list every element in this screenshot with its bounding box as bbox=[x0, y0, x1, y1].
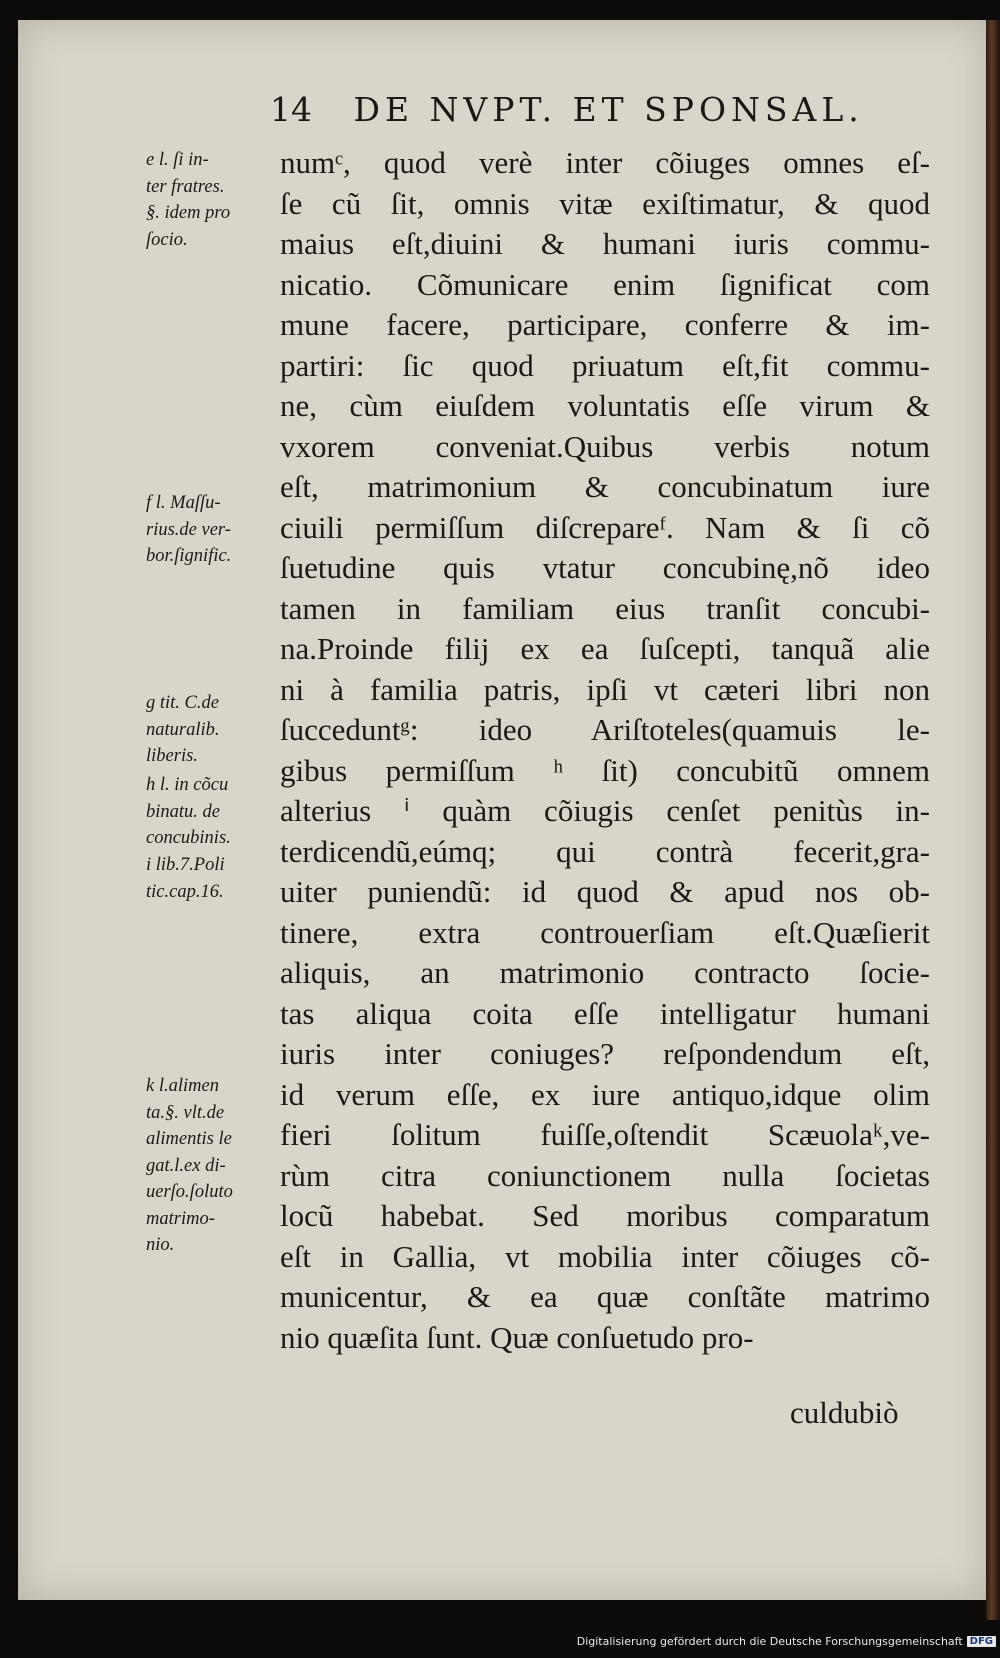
marginal-note-line: alimentis le bbox=[146, 1129, 232, 1149]
marginal-note-line: uerſo.ſoluto bbox=[146, 1182, 233, 1202]
marginal-note-line: §. idem pro bbox=[146, 203, 231, 223]
text-line: ſuetudine quis vtatur concubinę,nõ ideo bbox=[280, 550, 930, 585]
text-line: tamen in familiam eius tranſit concubi- bbox=[280, 590, 930, 626]
marginal-note-line: i lib.7.Poli bbox=[146, 855, 225, 875]
text-line: ſucceduntᵍ: ideo Ariſtoteles(quamuis le- bbox=[280, 712, 930, 747]
marginal-note-line: k l.alimen bbox=[146, 1076, 219, 1096]
marginal-note-line: h l. in cõcu bbox=[146, 775, 229, 795]
text-line: mune facere, participare, conferre & im- bbox=[280, 307, 930, 342]
page-edge bbox=[986, 20, 1000, 1620]
catchword: culdubiò bbox=[790, 1395, 899, 1430]
text-line: aliquis, an matrimonio contracto ſocie- bbox=[280, 955, 930, 990]
text-line: tas aliqua coita eſſe intelligatur humani bbox=[280, 995, 930, 1031]
marginal-note-line: nio. bbox=[146, 1235, 175, 1255]
marginal-note-line: matrimo- bbox=[146, 1208, 215, 1229]
text-line: iuris inter coniuges? reſpondendum eſt, bbox=[280, 1036, 930, 1071]
text-line: uiter puniendũ: id quod & apud nos ob- bbox=[280, 874, 930, 909]
marginal-note-line: e l. ſi in- bbox=[146, 150, 209, 170]
text-line: eſt, matrimonium & concubinatum iure bbox=[280, 469, 930, 504]
text-line: tinere, extra controuerſiam eſt.Quæſierit bbox=[280, 914, 930, 950]
marginal-note-line: tic.cap.16. bbox=[146, 881, 224, 902]
marginal-note-i bbox=[146, 852, 274, 905]
text-line: locũ habebat. Sed moribus comparatum bbox=[280, 1198, 930, 1233]
marginal-note-line: g tit. C.de bbox=[146, 693, 219, 713]
text-line: ſe cũ ſit, omnis vitæ exiſtimatur, & quod bbox=[280, 185, 930, 221]
marginal-note-line: rius.de ver- bbox=[146, 519, 231, 540]
text-line: municentur, & ea quæ conſtãte matrimo bbox=[280, 1279, 930, 1314]
footer-text: Digitalisierung gefördert durch die Deutsche Forschungsgemeinschaft bbox=[576, 1635, 963, 1648]
marginal-note-line: ta.§. vlt.de bbox=[146, 1102, 225, 1123]
marginal-note-line: ter fratres. bbox=[146, 176, 225, 197]
page-number: 14 bbox=[270, 90, 312, 129]
text-line: ni à familia patris, ipſi vt cæteri libri non bbox=[280, 671, 930, 707]
text-line: maius eſt,diuini & humani iuris commu- bbox=[280, 226, 930, 261]
text-line: partiri: ſic quod priuatum eſt,fit commu- bbox=[280, 347, 930, 383]
text-line: alterius ⁱ quàm cõiugis cenſet penitùs in- bbox=[280, 793, 930, 828]
text-line: na.Proinde filij ex ea ſuſcepti, tanquã alie bbox=[280, 631, 930, 666]
text-line: gibus permiſſum ʰ ſit) concubitũ omnem bbox=[280, 752, 930, 788]
main-text bbox=[280, 143, 930, 1358]
text-line: vxorem conveniat.Quibus verbis notum bbox=[280, 428, 930, 464]
text-line: rùm citra coniunctionem nulla ſocietas bbox=[280, 1157, 930, 1193]
text-line: eſt in Gallia, vt mobilia inter cõiuges cõ- bbox=[280, 1238, 930, 1274]
text-line: ciuili permiſſum diſcrepareᶠ. Nam & ſi cõ bbox=[280, 509, 930, 545]
text-line: nio quæſita ſunt. Quæ conſuetudo pro- bbox=[280, 1319, 754, 1355]
text-line: terdicendũ,eúmq; qui contrà fecerit,gra- bbox=[280, 833, 930, 869]
marginal-note-f bbox=[146, 490, 274, 570]
marginal-note-line: f l. Maſſu- bbox=[146, 493, 221, 513]
marginal-note-line: binatu. de bbox=[146, 801, 220, 822]
text-line: nicatio. Cõmunicare enim ſignificat com bbox=[280, 266, 930, 302]
marginal-note-h bbox=[146, 772, 274, 852]
running-title: DE NVPT. ET SPONSAL. bbox=[353, 90, 864, 129]
marginal-note-line: concubinis. bbox=[146, 828, 231, 848]
marginal-note-line: bor.ſignific. bbox=[146, 546, 232, 566]
marginal-note-g bbox=[146, 690, 274, 770]
marginal-note-line: ſocio. bbox=[146, 229, 188, 250]
text-line: fieri ſolitum fuiſſe,oſtendit Scæuolaᵏ,ve- bbox=[280, 1117, 930, 1152]
text-line: numᶜ, quod verè inter cõiuges omnes eſ- bbox=[280, 145, 930, 180]
marginal-note-line: liberis. bbox=[146, 746, 198, 766]
marginal-note-k bbox=[146, 1073, 274, 1259]
running-header bbox=[270, 90, 880, 129]
marginal-note-line: gat.l.ex di- bbox=[146, 1155, 226, 1176]
text-line: ne, cùm eiuſdem voluntatis eſſe virum & bbox=[280, 388, 930, 423]
text-line: id verum eſſe, ex iure antiquo,idque olim bbox=[280, 1076, 930, 1112]
dfg-logo-icon: DFG bbox=[967, 1636, 996, 1647]
marginal-note-line: naturalib. bbox=[146, 719, 220, 740]
digitization-footer bbox=[577, 1635, 996, 1648]
marginal-note-e bbox=[146, 147, 274, 253]
